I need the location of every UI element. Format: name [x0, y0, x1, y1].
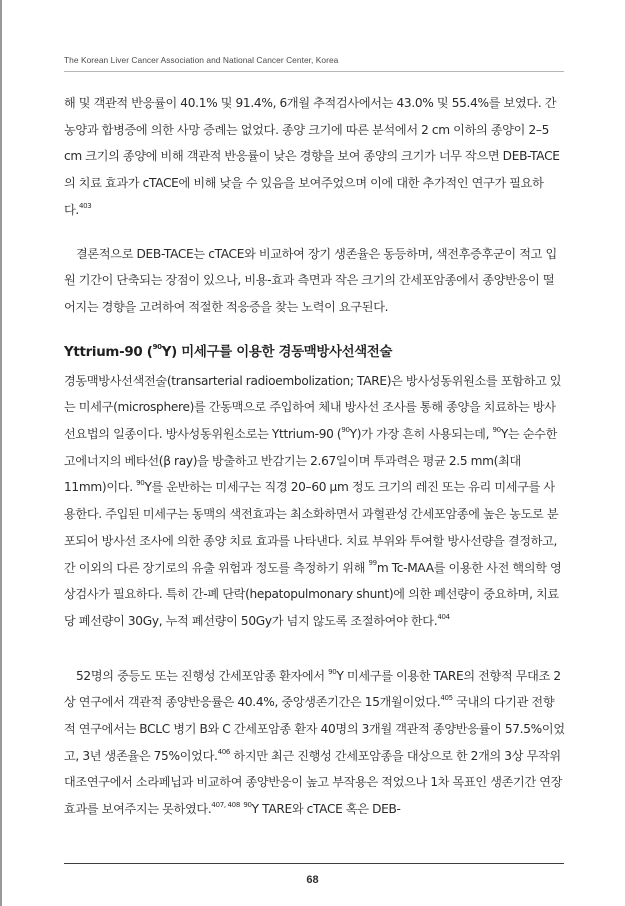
page-number: 68 — [306, 874, 319, 886]
reference-marker: 403 — [79, 201, 92, 210]
header-divider — [64, 71, 564, 72]
footer-divider — [64, 863, 564, 864]
section-heading-suffix: Y) 미세구를 이용한 경동맥방사선색전술 — [161, 344, 393, 360]
paragraph-text: 해 및 객관적 반응률이 40.1% 및 91.4%, 6개월 추적검사에서는 43.0% 및 55.4%를 보였다. 간농양과 합병증에 의한 사망 증례는 없었다. 종양 크기에 따른 분석에서 2 cm 이하의 종양이 2–5 cm 크기의 종양에 비해 객관적 반응률이 낮은 경향을 보여 종양의 크기가 너무 작으면 DEB-TACE의 치료 효과가 cTACE에 비해 낮을 수 있음을 보여주었으며 이에 대한 추가적인 연구가 필요하다. — [64, 96, 560, 217]
paragraph-text: 결론적으로 DEB-TACE는 cTACE와 비교하여 장기 생존율은 동등하며, 색전후증후군이 적고 입원 기간이 단축되는 장점이 있으나, 비용-효과 측면과 작은 크기의 간세포암종에서 종양반응이 떨어지는 경향을 고려하여 적절한 적응증을 찾는 노력이 요구된다. — [64, 246, 557, 314]
section-heading-prefix: Yttrium-90 ( — [64, 344, 153, 360]
text-segment: Y를 운반하는 미세구는 직경 20–60 μm 정도 크기의 레진 또는 유리 미세구를 사용한다. 주입된 미세구는 동맥의 색전효과는 최소화하면서 과혈관성 간세포암종에 높은 농도로 분포되어 방사선 조사에 의한 종양 치료 효과를 나타낸다. 치료 부위와 투여할 방사선량을 결정하고, 간 이외의 다른 장기로의 유출 위험과 정도를 측정하기 위해 — [64, 480, 559, 575]
reference-marker: 406 — [217, 747, 231, 756]
reference-marker: 404 — [437, 612, 450, 621]
text-segment: m Tc-MAA를 이용한 사전 핵의학 영상검사가 필요하다. 특히 간-폐 단락(hepatopulmonary shunt)에 의한 폐선량이 중요하며, 치료당 폐선량이 30Gy, 누적 폐선량이 50Gy가 넘지 않도록 조절하여야 한다. — [64, 560, 562, 628]
isotope-superscript: 90 — [492, 425, 501, 434]
text-segment: Y 미세구를 이용한 TARE의 전향적 무대조 2상 연구에서 객관적 종양반응률은 40.4%, 중앙생존기간은 15개월이었다. — [64, 668, 561, 710]
text-segment: 52명의 중등도 또는 진행성 간세포암종 환자에서 — [76, 668, 329, 683]
paragraph-tare-description — [64, 368, 565, 635]
reference-marker: 407, 408 — [211, 801, 240, 810]
isotope-superscript: 90 — [243, 801, 252, 810]
paragraph-tare-studies — [64, 663, 565, 823]
text-segment: 하지만 최근 진행성 간세포암종을 대상으로 한 2개의 3상 무작위 대조연구에서 소라페닙과 비교하여 종양반응이 높고 부작용은 적었으나 1차 목표인 생존기간 연장효과를 보여주지는 못하였다. — [64, 748, 563, 817]
paragraph-conclusion — [64, 241, 565, 321]
page-body — [64, 90, 565, 823]
isotope-superscript: 90 — [152, 343, 162, 352]
text-segment: 경동맥방사선색전술(transarterial radioembolization; TARE)은 방사성동위원소를 포함하고 있는 미세구(microsphere)를 간동맥으로 주입하여 체내 방사선 조사를 통해 종양을 치료하는 방사선요법의 일종이다. 방사성동위원소로는 Yttrium-90 ( — [64, 373, 562, 442]
isotope-superscript: 90 — [136, 479, 145, 488]
paragraph-deb-tace-results — [64, 90, 565, 224]
text-segment: Y TARE와 cTACE 혹은 DEB- — [251, 802, 401, 817]
isotope-superscript: 90 — [341, 425, 350, 434]
section-heading — [64, 341, 565, 360]
text-segment: Y는 순수한 고에너지의 베타선(β ray)을 방출하고 반감기는 2.67일이며 투과력은 평균 2.5 mm(최대 11mm)이다. — [64, 427, 557, 495]
isotope-superscript: 90 — [328, 667, 337, 676]
reference-marker: 405 — [440, 694, 453, 703]
isotope-superscript: 99 — [368, 559, 377, 568]
text-segment: 국내의 다기관 전향적 연구에서는 BCLC 병기 B와 C 간세포암종 환자 40명의 3개월 객관적 종양반응률이 57.5%이었고, 3년 생존율은 75%이었다. — [64, 695, 565, 763]
running-header: The Korean Liver Cancer Association and National Cancer Center, Korea — [64, 55, 339, 65]
page-edge-bar — [0, 0, 2, 906]
text-segment: Y)가 가장 흔히 사용되는데, — [349, 427, 493, 442]
